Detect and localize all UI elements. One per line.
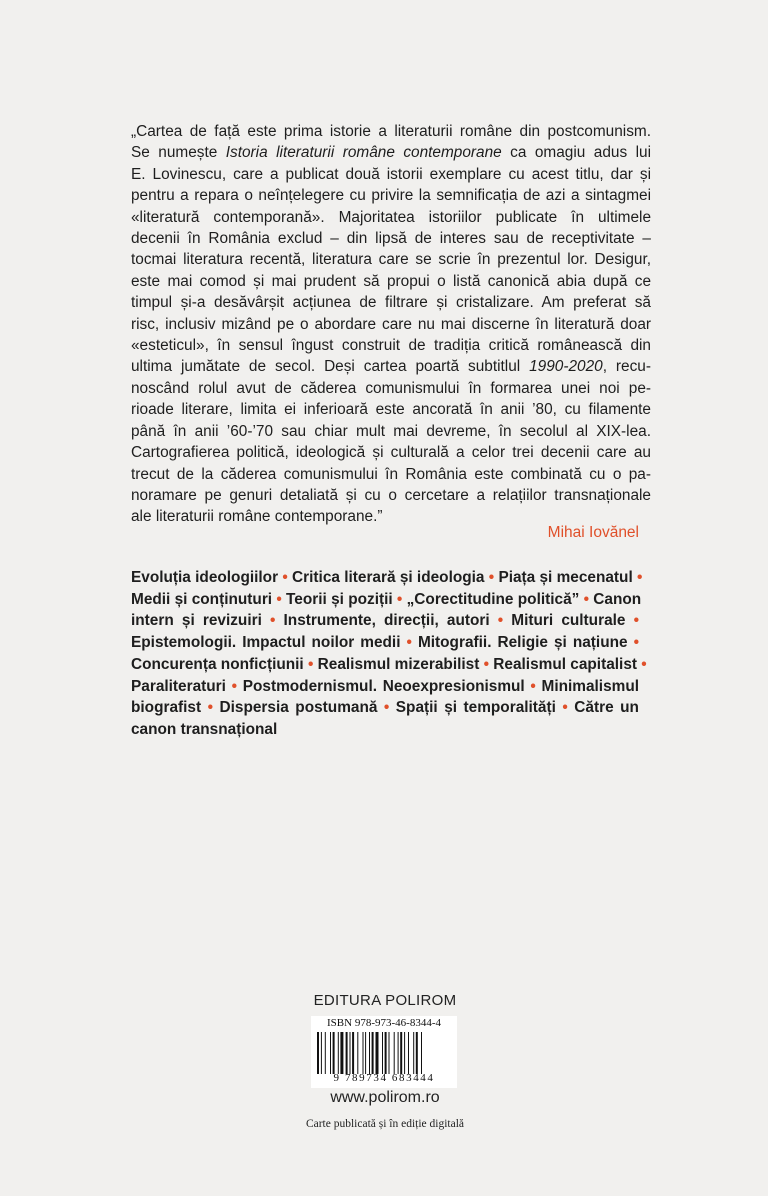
topic-item: Spații și temporalități: [395, 699, 556, 717]
topic-item: Epistemologii. Impactul noilor medii: [131, 634, 401, 652]
bullet-icon: •: [632, 569, 643, 586]
bullet-icon: •: [524, 677, 542, 695]
barcode-bar: [416, 1032, 418, 1074]
bullet-icon: •: [489, 612, 512, 630]
bullet-icon: •: [484, 569, 499, 586]
bullet-icon: •: [637, 655, 647, 673]
blurb-line: pentru a repara o neînțelegere cu privire la semnificația de azi a sintagmei: [131, 187, 651, 205]
topic-item: Mitografii. Religie și națiune: [417, 634, 628, 652]
blurb-author: Mihai Iovănel: [547, 524, 639, 541]
bullet-icon: •: [278, 569, 293, 586]
isbn-barcode: [311, 1016, 457, 1088]
bullet-icon: •: [400, 634, 418, 652]
publisher-name: EDITURA POLIROM: [313, 992, 457, 1009]
back-cover-blurb: [131, 121, 651, 528]
blurb-line: decenii în România exclud – din lipsă de interes sau de receptivitate –: [131, 230, 651, 248]
blurb-line: Cartografierea politică, ideologică și culturală a celor trei decenii care au: [131, 444, 651, 462]
barcode-bar: [325, 1032, 326, 1074]
blurb-line: este mai comod și mai prudent să propui o listă canonică abia după ce: [131, 272, 651, 290]
bullet-icon: •: [225, 677, 243, 695]
bullet-icon: •: [625, 612, 639, 630]
barcode-bar: [421, 1032, 422, 1074]
barcode-bar: [385, 1032, 387, 1074]
bullet-icon: •: [555, 699, 575, 717]
barcode-bar: [398, 1032, 399, 1074]
barcode-bar: [400, 1032, 402, 1074]
topics-list: [131, 567, 647, 741]
bullet-icon: •: [303, 655, 318, 673]
barcode-bar: [382, 1032, 383, 1074]
topic-item: Teorii și poziții: [286, 590, 393, 608]
blurb-line: până în anii ’60-’70 sau chiar mult mai devreme, în secolul al XIX-lea.: [131, 422, 651, 440]
topic-item: Evoluția ideologiilor: [131, 569, 279, 586]
topics-line: [131, 632, 639, 654]
barcode-bar: [369, 1032, 370, 1074]
barcode-bar: [413, 1032, 414, 1074]
blurb-line: trecut de la căderea comunismului în România este combinată cu o pa-: [131, 465, 651, 483]
barcode-bar: [333, 1032, 335, 1074]
barcode-digits: 9 789734 683444: [333, 1072, 435, 1084]
barcode-bar: [408, 1032, 409, 1074]
blurb-line: tocmai literatura recentă, literatura care se scrie în prezentul lor. Desigur,: [131, 251, 651, 269]
barcode-bar: [330, 1032, 331, 1074]
blurb-line: risc, inclusiv mizând pe o abordare care nu mai discerne în literatură doar: [131, 315, 651, 333]
topic-item: Minimalismul: [541, 677, 639, 695]
blurb-line: «literatură contemporană». Majoritatea istoriilor publicate în ultimele: [131, 208, 651, 226]
topics-line: [131, 589, 642, 611]
barcode-bar: [340, 1032, 343, 1074]
topics-line: [131, 654, 647, 676]
blurb-line: noscând rolul avut de căderea comunismului în formarea unei noi pe-: [131, 379, 651, 397]
barcode-bar: [357, 1032, 358, 1074]
barcode-bar: [317, 1032, 319, 1074]
topic-item: Realismul mizerabilist: [317, 655, 480, 673]
topic-item: Medii și conținuturi: [131, 590, 273, 608]
topic-item: Critica literară și ideologia: [292, 569, 485, 586]
barcode-bar: [338, 1032, 339, 1074]
topic-item: canon transnațional: [131, 720, 278, 738]
topic-item: Paraliteraturi: [131, 677, 226, 695]
barcode-bar: [363, 1032, 364, 1074]
topic-item: Concurența nonficțiunii: [131, 655, 304, 673]
barcode-bar: [394, 1032, 395, 1074]
blurb-line: E. Lovinescu, care a publicat două istorii exemplare cu acest titlu, dar și: [131, 165, 651, 183]
blurb-line: noramare pe genuri detaliată și cu o cercetare a relațiilor transnaționale: [131, 486, 651, 504]
topics-line: [131, 676, 639, 698]
barcode-bar: [372, 1032, 374, 1074]
topic-item: „Corectitudine politică”: [406, 590, 580, 608]
topic-item: Dispersia postumană: [219, 699, 378, 717]
topic-item: Realismul capitalist: [493, 655, 637, 673]
blurb-line: «esteticul», în sensul îngust construit de tradiția critică românească din: [131, 337, 651, 355]
topic-item: Canon: [593, 590, 642, 608]
blurb-line: timpul și-a desăvârșit acțiunea de filtrare și cristalizare. Am preferat să: [131, 294, 651, 312]
barcode-bar: [346, 1032, 348, 1074]
topic-item: Piața și mecenatul: [498, 569, 633, 586]
barcode-bar: [389, 1032, 390, 1074]
bullet-icon: •: [627, 634, 639, 652]
bullet-icon: •: [201, 699, 220, 717]
blurb-line: Se numește Istoria literaturii române contemporane ca omagiu adus lui: [131, 144, 652, 162]
bullet-icon: •: [377, 699, 396, 717]
barcode-bar: [404, 1032, 405, 1074]
bullet-icon: •: [261, 612, 284, 630]
bullet-icon: •: [392, 590, 407, 608]
barcode-bar: [365, 1032, 366, 1074]
publisher-website: www.polirom.ro: [330, 1089, 440, 1106]
topic-item: Postmodernismul. Neoexpresionismul: [242, 677, 525, 695]
bullet-icon: •: [479, 655, 494, 673]
barcode-bar: [352, 1032, 354, 1074]
blurb-line: ale literaturii române contemporane.”: [131, 508, 383, 526]
blurb-line: rioade literare, limita ei inferioară este ancorată în anii ’80, cu filamente: [131, 401, 651, 419]
isbn-number: ISBN 978-973-46-8344-4: [327, 1017, 441, 1029]
bullet-icon: •: [272, 590, 287, 608]
topics-line: [131, 719, 639, 741]
barcode-bar: [321, 1032, 322, 1074]
topic-item: intern și revizuiri: [131, 612, 262, 630]
topic-item: Către un: [574, 699, 639, 717]
topics-line: [131, 697, 639, 719]
barcode-bars: [315, 1032, 453, 1074]
topics-line: [131, 610, 639, 632]
topics-line: [131, 567, 643, 589]
barcode-bar: [350, 1032, 351, 1074]
blurb-line: „Cartea de față este prima istorie a literaturii române din postcomunism.: [131, 123, 651, 140]
blurb-line: ultima jumătate de secol. Deși cartea poartă subtitlul 1990-2020, recu-: [131, 358, 651, 376]
topic-item: biografist: [131, 699, 202, 717]
digital-edition-note: Carte publicată și în ediție digitală: [305, 1118, 465, 1130]
barcode-bar: [376, 1032, 379, 1074]
topic-item: Instrumente, direcții, autori: [283, 612, 490, 630]
topic-item: Mituri culturale: [511, 612, 626, 630]
bullet-icon: •: [579, 590, 594, 608]
